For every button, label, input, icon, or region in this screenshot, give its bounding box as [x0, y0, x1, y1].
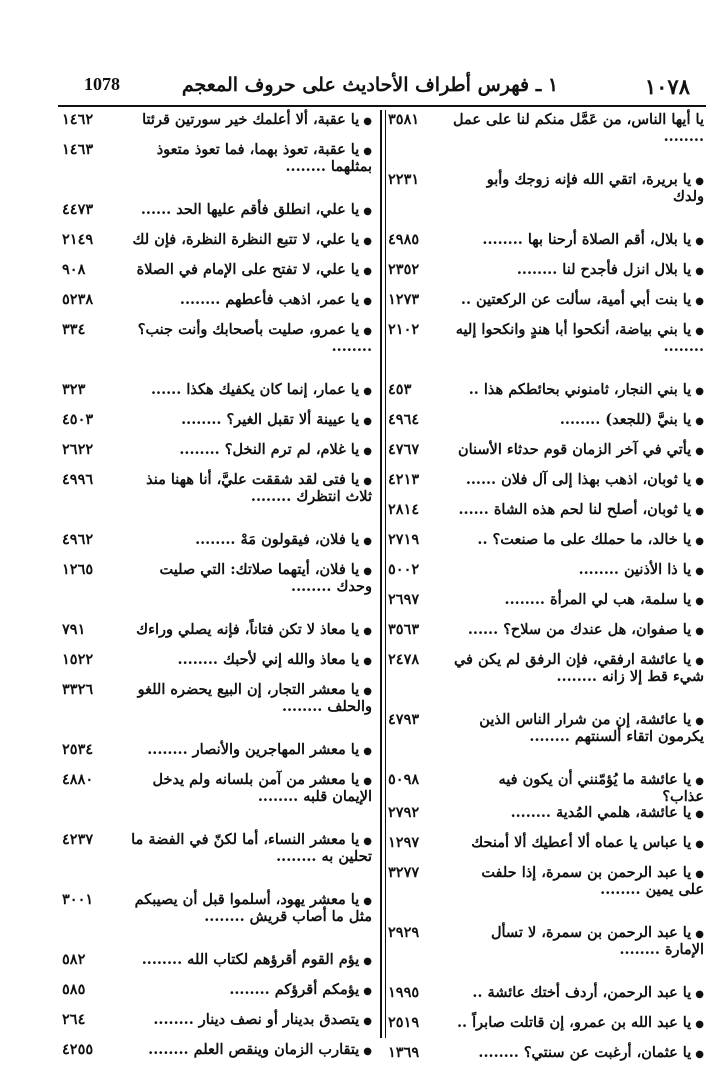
index-entry [62, 112, 374, 142]
entry-label: يا معشر المهاجرين والأنصار ........ [147, 741, 360, 758]
entry-text [452, 712, 706, 745]
index-entry [388, 172, 706, 232]
entry-label: يا ذا الأذنين ........ [578, 561, 692, 578]
index-entry [388, 292, 706, 322]
entry-label: يا عيينة ألا تقبل الغير؟ ........ [181, 411, 360, 428]
entry-label: يا عقبة، تعوذ بهما، فما تعوذ متعوذ بمثلهما ........ [156, 141, 372, 175]
bullet-icon: ● [695, 656, 704, 667]
index-entry [62, 682, 374, 742]
index-entry [62, 292, 374, 322]
hadith-number: ٢٥٣٤ [62, 741, 94, 758]
bullet-icon: ● [363, 656, 372, 667]
entry-label: يا معاذ والله إني لأحبك ........ [177, 651, 360, 668]
index-entry [62, 982, 374, 1012]
entry-label: يا بريرة، اتقي الله فإنه زوجك وأبو ولدك [486, 171, 704, 205]
bullet-icon: ● [695, 446, 704, 457]
index-entry [62, 232, 374, 262]
index-entry [388, 592, 706, 622]
entry-label: يا عقبة، ألا أعلمك خير سورتين قرئتا [142, 111, 360, 128]
hadith-number: ٤٧٩٣ [388, 711, 420, 728]
hadith-number: ٤٥٠٣ [62, 411, 94, 428]
bullet-icon: ● [695, 176, 704, 187]
bullet-icon: ● [695, 566, 704, 577]
index-entry [388, 1045, 706, 1075]
entry-text [452, 292, 706, 309]
hadith-number: ١٢٧٣ [388, 291, 420, 308]
entry-label: يا معشر من آمن بلسانه ولم يدخل الإيمان قلبه ........ [152, 771, 372, 805]
entry-label: يا معشر يهود، أسلموا قبل أن يصيبكم مثل ما أصاب قريش ........ [134, 891, 372, 925]
entry-label: يا عائشة ما يُؤمّنني أن يكون فيه عذاب؟ [498, 771, 704, 805]
entry-text [452, 532, 706, 549]
index-entry [388, 442, 706, 472]
hadith-number: ٣٥٨١ [388, 111, 420, 128]
hadith-number: ١٥٢٢ [62, 651, 94, 668]
bullet-icon: ● [695, 266, 704, 277]
hadith-number: ٢٢٣١ [388, 171, 420, 188]
index-entry [388, 985, 706, 1015]
index-entry [62, 652, 374, 682]
hadith-number: ٥٨٢ [62, 951, 86, 968]
page-number-arabic: ١٠٧٨ [644, 74, 690, 99]
entry-label: يا عائشة ارفقي، فإن الرفق لم يكن في شيء قط إلا زانه ........ [453, 651, 704, 685]
hadith-number: ٢٤٧٨ [388, 651, 420, 668]
bullet-icon: ● [695, 929, 704, 941]
index-entry [388, 232, 706, 262]
index-entry [388, 652, 706, 712]
entry-label: يا سلمة، هب لي المرأة ........ [504, 591, 692, 608]
entry-label: يا فلان، أيتهما صلاتك: التي صليت وحدك ........ [159, 561, 372, 595]
hadith-number: ٤٢٥٥ [62, 1041, 94, 1058]
bullet-icon: ● [363, 566, 372, 577]
entry-label: يا عبد الرحمن بن سمرة، إذا حلفت على يمين ........ [481, 864, 704, 899]
index-entry [388, 805, 706, 835]
index-entry [62, 622, 374, 652]
hadith-number: ٢٥١٩ [388, 1014, 420, 1032]
hadith-number: ٢٦٢٢ [62, 441, 94, 458]
entry-text [126, 742, 374, 759]
entry-text [126, 682, 374, 715]
entry-text [126, 652, 374, 669]
index-entry [388, 382, 706, 412]
entry-label: يا بنت أبي أمية، سألت عن الركعتين .. [460, 291, 692, 308]
entry-text [452, 412, 706, 429]
hadith-number: ٢١٤٩ [62, 231, 94, 248]
entry-text [126, 322, 374, 355]
index-entry [62, 952, 374, 982]
bullet-icon: ● [363, 266, 372, 277]
index-entry [388, 772, 706, 805]
entry-label: يتقارب الزمان وينقص العلم ........ [148, 1041, 360, 1058]
entry-text [126, 772, 374, 805]
entry-text [126, 832, 374, 865]
hadith-number: ٢٦٩٧ [388, 591, 420, 608]
entry-text [126, 532, 374, 549]
entry-label: يأتي في آخر الزمان قوم حدثاء الأسنان [457, 441, 692, 458]
index-entry [388, 1015, 706, 1045]
bullet-icon: ● [363, 536, 372, 547]
entry-label: يا معاذ لا تكن فتاناً، فإنه يصلي وراءك [136, 621, 360, 638]
hadith-number: ٢٣٥٢ [388, 261, 420, 278]
index-entry [388, 925, 706, 985]
index-entry [62, 202, 374, 232]
entry-label: يا عباس يا عماه ألا أعطيك ألا أمنحك [471, 834, 692, 852]
hadith-number: ٤٨٨٠ [62, 771, 94, 788]
page-title: ١ ـ فهرس أطراف الأحاديث على حروف المعجم [181, 74, 559, 96]
entry-label: يا صفوان، هل عندك من سلاح؟ ...... [467, 621, 692, 638]
bullet-icon: ● [363, 986, 372, 997]
hadith-number: ٢٧٩٢ [388, 804, 420, 822]
entry-label: يا علي، لا تفتح على الإمام في الصلاة [136, 261, 360, 278]
entry-label: يا بلال انزل فأجدح لنا ........ [516, 261, 692, 278]
entry-text [452, 382, 706, 399]
entry-text [126, 1042, 374, 1059]
index-entry [62, 262, 374, 292]
entry-label: يا معشر النساء، أما لكنّ في الفضة ما تحلين به ........ [131, 831, 372, 865]
index-entry [388, 472, 706, 502]
bullet-icon: ● [695, 809, 704, 821]
entry-label: يا بنيَّ (للجعد) ........ [559, 411, 692, 428]
bullet-icon: ● [695, 236, 704, 247]
left-column [62, 112, 374, 1072]
hadith-number: ١٢٩٧ [388, 834, 420, 852]
index-entry [62, 322, 374, 382]
index-entry [62, 142, 374, 202]
entry-text [126, 442, 374, 459]
entry-text [126, 262, 374, 279]
bullet-icon: ● [695, 776, 704, 787]
index-entry [62, 742, 374, 772]
index-entry [388, 412, 706, 442]
hadith-number: ٥٠٩٨ [388, 771, 420, 788]
hadith-number: ٣٥٦٣ [388, 621, 420, 638]
bullet-icon: ● [363, 446, 372, 457]
index-entry [388, 712, 706, 772]
hadith-number: ١٩٩٥ [388, 984, 420, 1002]
entry-label: يا عائشة، هلمي المُدية ........ [510, 804, 692, 822]
hadith-number: ٢٦٤ [62, 1011, 86, 1028]
bullet-icon: ● [363, 296, 372, 307]
hadith-number: ٤٢٣٧ [62, 831, 94, 848]
entry-label: يا فلان، فيقولون مَهْ ........ [195, 531, 360, 548]
entry-text [452, 622, 706, 639]
bullet-icon: ● [363, 386, 372, 397]
bullet-icon: ● [363, 1016, 372, 1027]
entry-label: يا ثوبان، أصلح لنا لحم هذه الشاة ...... [458, 501, 692, 518]
entry-label: يؤم القوم أقرؤهم لكتاب الله ........ [141, 951, 360, 968]
entry-text [126, 232, 374, 249]
bullet-icon: ● [695, 326, 704, 337]
bullet-icon: ● [695, 416, 704, 427]
entry-text [126, 292, 374, 309]
entry-label: يا علي، انطلق فأقم عليها الحد ...... [140, 201, 360, 218]
entry-text [452, 865, 706, 898]
hadith-number: ٧٩١ [62, 621, 86, 638]
bullet-icon: ● [363, 206, 372, 217]
index-entry [62, 442, 374, 472]
bullet-icon: ● [363, 416, 372, 427]
hadith-number: ٥٢٣٨ [62, 291, 94, 308]
column-divider [380, 110, 382, 1038]
index-entry [388, 622, 706, 652]
entry-text [452, 652, 706, 685]
bullet-icon: ● [363, 1046, 372, 1057]
bullet-icon: ● [695, 386, 704, 397]
entry-text [126, 562, 374, 595]
entry-text [126, 982, 374, 999]
hadith-number: ١٤٦٣ [62, 141, 94, 158]
entry-label: يا عبد الله بن عمرو، إن قاتلت صابراً .. [456, 1014, 692, 1032]
hadith-number: ٤٩٩٦ [62, 471, 94, 488]
entry-label: يا عثمان، أرغبت عن سنتي؟ ........ [478, 1044, 692, 1062]
index-entry [388, 835, 706, 865]
entry-label: يا بلال، أقم الصلاة أرحنا بها ........ [482, 231, 692, 248]
hadith-number: ١٣٦٩ [388, 1044, 420, 1062]
bullet-icon: ● [695, 596, 704, 607]
entry-text [452, 592, 706, 609]
entry-text [452, 1015, 706, 1032]
hadith-number: ٤٤٧٣ [62, 201, 94, 218]
bullet-icon: ● [363, 746, 372, 757]
index-entry [62, 832, 374, 892]
hadith-number: ٤٥٣ [388, 381, 412, 398]
bullet-icon: ● [363, 626, 372, 637]
bullet-icon: ● [363, 116, 372, 127]
index-entry [62, 472, 374, 532]
page-number-latin: 1078 [84, 74, 120, 94]
entry-label: يا خالد، ما حملك على ما صنعت؟ .. [477, 531, 692, 548]
bullet-icon: ● [695, 989, 704, 1001]
bullet-icon: ● [363, 836, 372, 847]
entry-label: يا عمر، اذهب فأعطهم ........ [179, 291, 360, 308]
entry-text [126, 112, 374, 129]
bullet-icon: ● [695, 626, 704, 637]
hadith-number: ١٢٦٥ [62, 561, 94, 578]
hadith-number: ٤٩٨٥ [388, 231, 420, 248]
bullet-icon: ● [363, 146, 372, 157]
entry-text [452, 112, 706, 145]
bullet-icon: ● [363, 896, 372, 907]
entry-label: يا أيها الناس، من عَمَّل منكم لنا على عمل ........ [452, 111, 704, 145]
bullet-icon: ● [695, 536, 704, 547]
bullet-icon: ● [363, 476, 372, 487]
entry-text [452, 925, 706, 958]
entry-label: يا معشر التجار، إن البيع يحضره اللغو والحلف ........ [137, 681, 372, 715]
entry-text [452, 502, 706, 519]
bullet-icon: ● [363, 686, 372, 697]
index-entry [62, 772, 374, 832]
index-entry [62, 892, 374, 952]
hadith-number: ٩٠٨ [62, 261, 86, 278]
entry-text [126, 472, 374, 505]
bullet-icon: ● [695, 839, 704, 851]
bullet-icon: ● [363, 326, 372, 337]
bullet-icon: ● [695, 869, 704, 881]
entry-label: يا عمرو، صليت بأصحابك وأنت جنب؟ ........ [137, 321, 372, 355]
entry-text [452, 322, 706, 355]
index-entry [62, 412, 374, 442]
hadith-number: ١٤٦٢ [62, 111, 94, 128]
index-entry [388, 562, 706, 592]
bullet-icon: ● [695, 506, 704, 517]
entry-label: يا ثوبان، اذهب بهذا إلى آل فلان ...... [465, 471, 692, 488]
entry-text [452, 805, 706, 822]
entry-text [452, 172, 706, 205]
bullet-icon: ● [695, 1019, 704, 1031]
hadith-number: ٢٧١٩ [388, 531, 420, 548]
entry-label: يا بني بياضة، أنكحوا أبا هندٍ وانكحوا إليه ........ [455, 321, 704, 355]
hadith-number: ٥٠٠٢ [388, 561, 420, 578]
index-entry [62, 382, 374, 412]
hadith-number: ٥٨٥ [62, 981, 86, 998]
entry-text [452, 835, 706, 852]
bullet-icon: ● [695, 296, 704, 307]
bullet-icon: ● [695, 716, 704, 727]
bullet-icon: ● [363, 236, 372, 247]
entry-text [452, 562, 706, 579]
entry-text [452, 262, 706, 279]
entry-label: يا فتى لقد شققت عليَّ، أنا ههنا منذ ثلاث انتظرك ........ [146, 471, 372, 505]
hadith-number: ٣٠٠١ [62, 891, 94, 908]
hadith-number: ٤٢١٣ [388, 471, 420, 488]
index-entry [62, 1012, 374, 1042]
column-divider-thin [385, 110, 386, 1038]
entry-text [452, 985, 706, 1002]
entry-text [126, 412, 374, 429]
hadith-number: ٣٢٧٧ [388, 864, 420, 882]
bullet-icon: ● [363, 776, 372, 787]
entry-label: يا غلام، لم ترم النخل؟ ........ [179, 441, 360, 458]
entry-text [452, 772, 706, 805]
hadith-number: ٣٢٣ [62, 381, 86, 398]
entry-text [126, 952, 374, 969]
index-entry [62, 1042, 374, 1072]
index-entry [62, 532, 374, 562]
hadith-number: ٣٣٤ [62, 321, 86, 338]
entry-text [126, 1012, 374, 1029]
entry-label: يا بني النجار، ثامنوني بحائطكم هذا .. [468, 381, 692, 398]
right-column [388, 112, 706, 1075]
entry-label: يا علي، لا تتبع النظرة النظرة، فإن لك [132, 231, 360, 248]
entry-label: يا عبد الرحمن، أردف أختك عائشة .. [472, 984, 692, 1002]
entry-text [126, 892, 374, 925]
entry-label: يتصدق بدينار أو نصف دينار ........ [153, 1011, 360, 1028]
entry-label: يا عمار، إنما كان يكفيك هكذا ...... [150, 381, 360, 398]
bullet-icon: ● [695, 1049, 704, 1061]
index-entry [388, 262, 706, 292]
entry-text [126, 202, 374, 219]
hadith-number: ٤٩٦٤ [388, 411, 420, 428]
entry-text [126, 622, 374, 639]
hadith-number: ٢٩٢٩ [388, 924, 420, 942]
entry-label: يؤمكم أقرؤكم ........ [229, 981, 360, 998]
hadith-number: ٤٧٦٧ [388, 441, 420, 458]
entry-label: يا عائشة، إن من شرار الناس الذين يكرمون اتقاء ألسنتهم ........ [479, 711, 704, 745]
entry-text [452, 472, 706, 489]
entry-label: يا عبد الرحمن بن سمرة، لا تسأل الإمارة ........ [490, 924, 704, 959]
hadith-number: ٤٩٦٢ [62, 531, 94, 548]
index-entry [388, 112, 706, 172]
entry-text [452, 1045, 706, 1062]
entry-text [126, 382, 374, 399]
bullet-icon: ● [695, 476, 704, 487]
entry-text [452, 442, 706, 459]
bullet-icon: ● [363, 956, 372, 967]
index-entry [388, 322, 706, 382]
index-entry [62, 562, 374, 622]
hadith-number: ٢٨١٤ [388, 501, 420, 518]
hadith-number: ٣٣٢٦ [62, 681, 94, 698]
entry-text [452, 232, 706, 249]
index-entry [388, 532, 706, 562]
index-entry [388, 502, 706, 532]
entry-text [126, 142, 374, 175]
hadith-number: ٢١٠٢ [388, 321, 420, 338]
index-entry [388, 865, 706, 925]
header-rule [58, 105, 706, 107]
